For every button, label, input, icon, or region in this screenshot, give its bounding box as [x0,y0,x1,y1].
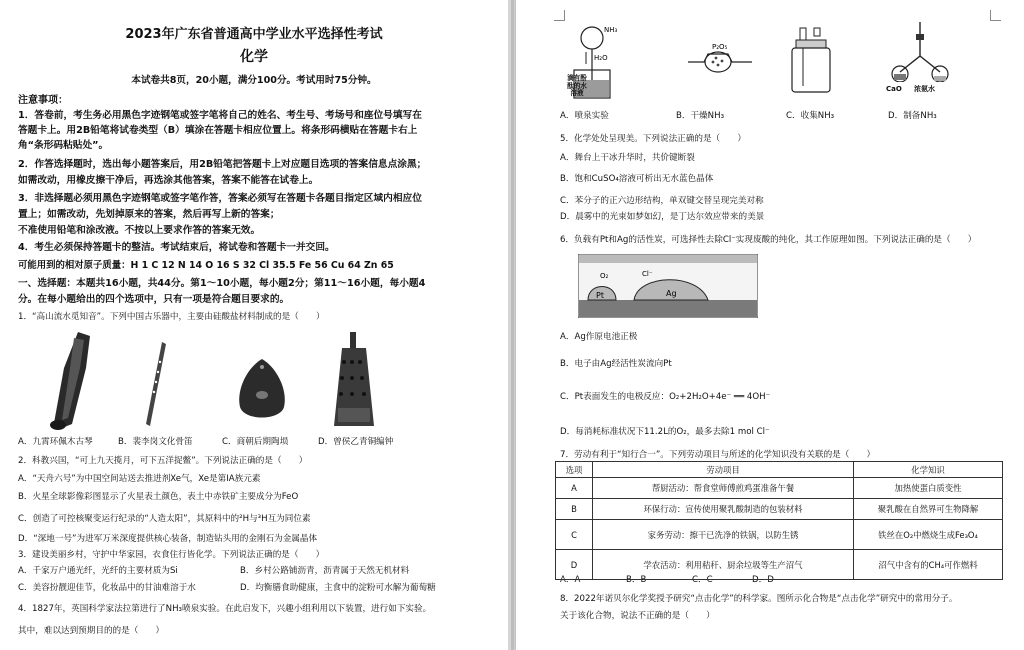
bianzhong-picture [330,330,378,432]
table-cell: 铁丝在O₂中燃烧生成Fe₃O₄ [854,520,1003,550]
q3-option-a: A．千家万户通光纤，光纤的主要材质为Si [18,566,178,576]
atomic-mass-line: 可能用到的相对原子质量：H 1 C 12 N 14 O 16 S 32 Cl 35.5 Fe 56 Cu 64 Zn 65 [18,260,394,271]
document-page-1 [0,0,508,650]
table-cell: 帮厨活动：帮食堂师傅煎鸡蛋准备午餐 [593,478,854,499]
table-cell: 家务劳动：擦干已洗净的铁锅，以防生锈 [593,520,854,550]
table-row [556,499,1003,520]
table-cell: B [556,499,593,520]
notice-line: 4．考生必须保持答题卡的整洁。考试结束后，将试卷和答题卡一并交回。 [18,242,335,253]
table-row [556,478,1003,499]
label-phenolphthalein: 滴有酚酞的水溶液 [567,74,587,98]
section-heading: 分。在每小题给出的四个选项中，只有一项是符合题目要求的。 [18,294,290,305]
q5-option-a: A．舞台上干冰升华时，共价键断裂 [560,153,695,163]
bone-flute-picture [140,340,170,430]
q3-option-c: C．美容扮靓迎佳节，化妆品中的甘油难溶于水 [18,583,196,593]
question-5: 5．化学处处呈现美。下列说法正确的是（ ） [560,134,746,144]
notice-line: 不准使用铅笔和涂改液。不按以上要求作答的答案无效。 [18,225,261,236]
table-row [556,520,1003,550]
page-corner-mark [990,10,1001,21]
q4-option-c: C．收集NH₃ [786,111,835,121]
table-cell: 环保行动：宣传使用聚乳酸制造的包装材料 [593,499,854,520]
label-chloride: Cl⁻ [642,270,653,278]
notice-line: 如需改动，用橡皮擦干净后，再选涂其他答案，答案不能答在试卷上。 [18,175,319,186]
q6-option-b: B．电子由Ag经活性炭流向Pt [560,359,672,369]
exam-subject: 化学 [240,49,268,65]
notice-title: 注意事项： [18,95,68,106]
q7-option-d: D．D [752,575,774,585]
label-pt: Pt [596,291,604,300]
table-cell: C [556,520,593,550]
notice-line: 置上；如需改动，先划掉原来的答案，然后再写上新的答案； [18,209,280,220]
q2-option-b: B．火星全球影像彩图显示了火星表土颜色，表土中赤铁矿主要成分为FeO [18,492,299,502]
notice-line: 1．答卷前，考生务必用黑色字迹钢笔或签字笔将自己的姓名、考生号、考场号和座位号填写在 [18,110,422,121]
table-header: 化学知识 [854,462,1003,478]
question-1: 1．“高山流水觅知音”。下列中国古乐器中，主要由硅酸盐材料制成的是（ ） [18,312,325,322]
label-h2o: H₂O [594,54,608,62]
notice-line: 3．非选择题必须用黑色字迹钢笔或签字笔作答，答案必须写在答题卡各题目指定区域内相应位 [18,193,422,204]
table-header: 选项 [556,462,593,478]
q2-option-d: D．“深地一号”为进军万米深度提供核心装备，制造钻头用的金刚石为金属晶体 [18,534,318,544]
question-4: 4．1827年，英国科学家法拉第进行了NH₃喷泉实验。在此启发下，兴趣小组利用以下装置，进行如下实验。 [18,604,432,614]
table-cell: 学农活动：利用秸秆、厨余垃圾等生产沼气 [593,550,854,580]
table-row [556,550,1003,580]
electrochemistry-figure [578,254,758,318]
table-header: 劳动项目 [593,462,854,478]
question-6: 6．负载有Pt和Ag的活性炭，可选择性去除Cl⁻实现废酸的纯化，其工作原理如图。下列说法正确的是（ ） [560,235,977,245]
q4-option-a: A．喷泉实验 [560,111,609,121]
drying-tube-figure [686,40,756,80]
q7-option-c: C．C [692,575,713,585]
table-cell: 加热使蛋白质变性 [854,478,1003,499]
table-cell: A [556,478,593,499]
guqin-picture [28,328,118,433]
question-4-cont: 其中，难以达到预期目的的是（ ） [18,626,165,636]
q1-option-b: B．裴李岗文化骨笛 [118,437,193,447]
vertical-scrollbar[interactable] [511,0,514,650]
section-heading: 一、选择题：本题共16小题，共44分。第1～10小题，每小题2分；第11～16小题，每小题4 [18,278,426,289]
q4-option-b: B．干燥NH₃ [676,111,725,121]
table-cell: D [556,550,593,580]
q6-option-d: D．每消耗标准状况下11.2L的O₂，最多去除1 mol Cl⁻ [560,427,770,437]
label-cao: CaO [886,85,902,93]
label-o2: O₂ [600,272,609,280]
exam-info: 本试卷共8页，20小题，满分100分。考试用时75分钟。 [131,75,377,86]
label-p2o5: P₂O₅ [712,43,728,51]
q4-option-d: D．制备NH₃ [888,111,937,121]
notice-line: 角“条形码粘贴处”。 [18,140,109,151]
question-2: 2．科教兴国，“可上九天揽月，可下五洋捉鳖”。下列说法正确的是（ ） [18,456,308,466]
label-nh3: NH₃ [604,26,618,34]
q7-option-a: A．A [560,575,581,585]
question-8: 8．2022年诺贝尔化学奖授予研究“点击化学”的科学家。图所示化合物是“点击化学”研究中的常用分子。 [560,594,958,604]
q7-table [555,461,1003,580]
q5-option-b: B．饱和CuSO₄溶液可析出无水蓝色晶体 [560,174,714,184]
q2-option-a: A．“天舟六号”为中国空间站送去推进剂Xe气，Xe是第ⅠA族元素 [18,474,261,484]
nh3-generator-figure [886,20,956,82]
q5-option-d: D．晨雾中的光束如梦如幻，是丁达尔效应带来的美景 [560,212,765,222]
question-8-cont: 关于该化合物，说法不正确的是（ ） [560,611,715,621]
label-ag: Ag [666,289,677,298]
q3-option-b: B．乡村公路铺沥青，沥青属于天然无机材料 [240,566,410,576]
notice-line: 2．作答选择题时，选出每小题答案后，用2B铅笔把答题卡上对应题目选项的答案信息点涂黑； [18,159,427,170]
q3-option-d: D．均衡膳食助健康，主食中的淀粉可水解为葡萄糖 [240,583,436,593]
question-3: 3．建设美丽乡村，守护中华家园，衣食住行皆化学。下列说法正确的是（ ） [18,550,325,560]
gas-collection-bottle-figure [786,26,836,96]
q1-option-d: D．曾侯乙青铜编钟 [318,437,394,447]
q5-option-c: C．苯分子的正六边形结构，单双键交替呈现完美对称 [560,196,764,206]
notice-line: 答题卡上。用2B铅笔将试卷类型（B）填涂在答题卡相应位置上。将条形码横贴在答题卡右上 [18,125,418,136]
question-7: 7．劳动有利于“知行合一”。下列劳动项目与所述的化学知识没有关联的是（ ） [560,450,876,460]
table-cell: 沼气中含有的CH₄可作燃料 [854,550,1003,580]
exam-title: 2023年广东省普通高中学业水平选择性考试 [125,27,383,42]
q2-option-c: C．创造了可控核聚变运行纪录的“人造太阳”，其原料中的²H与³H互为同位素 [18,514,311,524]
table-header-row [556,462,1003,478]
q1-option-c: C．商朝后期陶埙 [222,437,289,447]
q1-option-a: A．九霄环佩木古琴 [18,437,93,447]
q6-option-a: A．Ag作原电池正极 [560,332,638,342]
q6-option-c: C．Pt表面发生的电极反应：O₂+2H₂O+4e⁻ ══ 4OH⁻ [560,392,771,402]
page-corner-mark [554,10,565,21]
xun-picture [232,355,292,425]
q7-option-b: B．B [626,575,647,585]
label-ammonia-water: 浓氨水 [914,85,935,93]
table-cell: 聚乳酸在自然界可生物降解 [854,499,1003,520]
